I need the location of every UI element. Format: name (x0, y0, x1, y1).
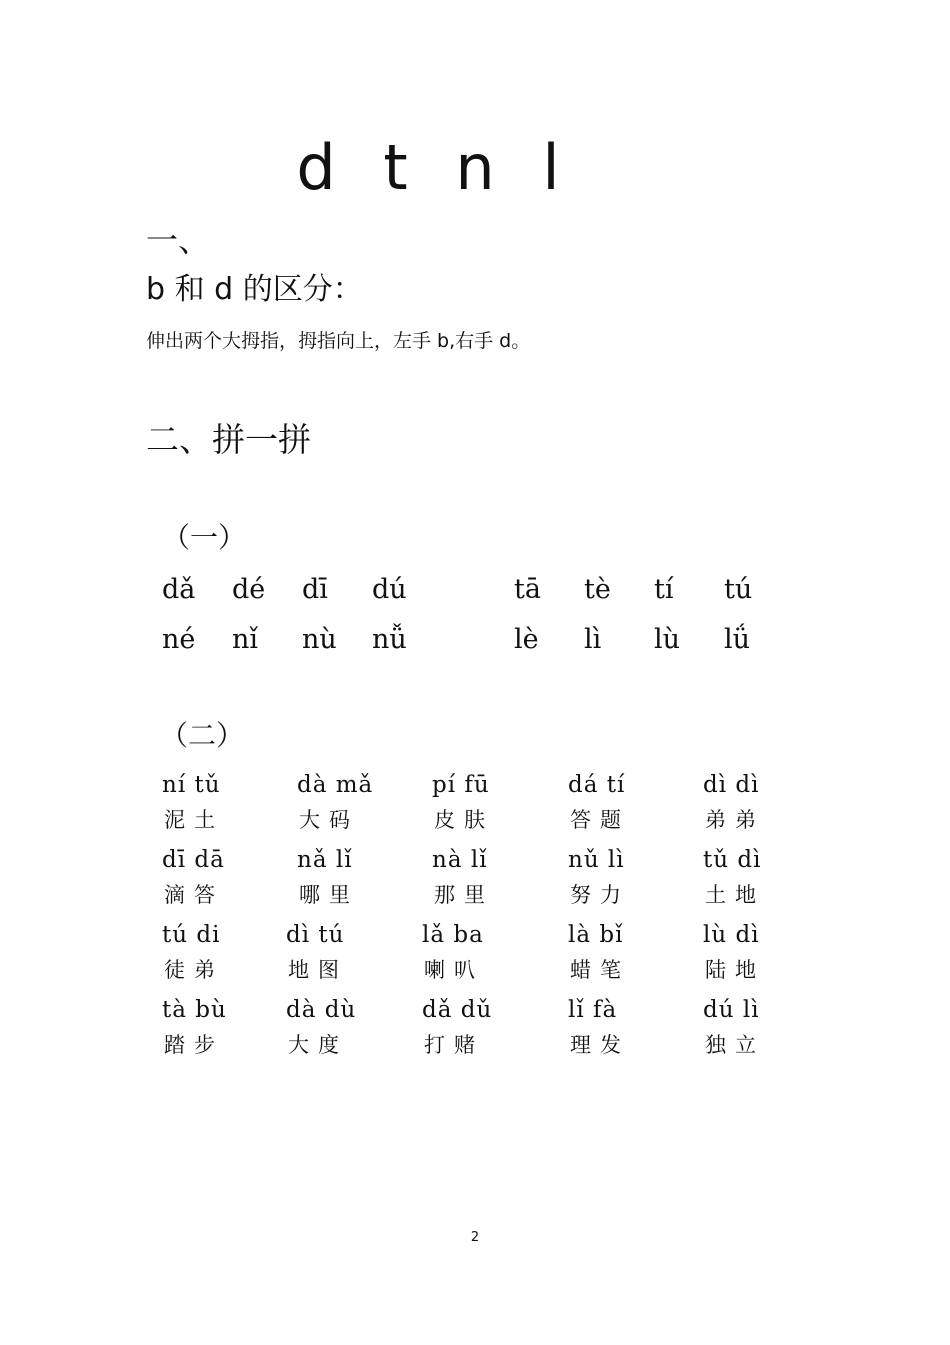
word-pinyin: dà mǎ (297, 772, 374, 798)
syllable: lǘ (724, 624, 751, 655)
section1-heading: b 和 d 的区分： (146, 272, 363, 307)
word-hanzi: 那里 (434, 883, 494, 907)
syllable: nǚ (372, 624, 407, 655)
syllable: tú (724, 574, 753, 605)
syllable: dú (372, 574, 407, 605)
word-pinyin: dì dì (703, 772, 760, 798)
word-pinyin: dà dù (286, 997, 357, 1023)
word-hanzi: 皮肤 (434, 808, 494, 832)
part1-label: （一） (162, 521, 247, 554)
word-hanzi: 哪里 (299, 883, 359, 907)
word-hanzi: 滴答 (164, 883, 224, 907)
syllable: lì (584, 624, 602, 655)
word-hanzi: 答题 (570, 808, 630, 832)
word-hanzi: 地图 (288, 958, 348, 982)
word-hanzi: 踏步 (164, 1033, 224, 1057)
syllable: dé (232, 574, 266, 605)
syllable: né (162, 624, 196, 655)
word-pinyin: pí fū (432, 772, 490, 798)
word-hanzi: 喇叭 (424, 958, 484, 982)
syllable: dǎ (162, 574, 196, 605)
word-pinyin: lǎ ba (422, 922, 484, 948)
word-pinyin: lǐ fà (568, 997, 618, 1023)
syllable: lè (514, 624, 539, 655)
page-title: d t n l (296, 131, 574, 204)
word-pinyin: dī dā (162, 847, 225, 873)
word-hanzi: 理发 (570, 1033, 630, 1057)
section2-title: 二、拼一拼 (146, 420, 311, 459)
word-hanzi: 大码 (299, 808, 359, 832)
word-pinyin: tú di (162, 922, 221, 948)
word-pinyin: ní tǔ (162, 772, 221, 798)
word-pinyin: nǎ lǐ (297, 847, 353, 873)
section1-number: 一、 (146, 221, 211, 259)
word-pinyin: dǎ dǔ (422, 997, 493, 1023)
word-pinyin: là bǐ (568, 922, 624, 948)
word-pinyin: lù dì (703, 922, 760, 948)
word-pinyin: nà lǐ (432, 847, 488, 873)
word-hanzi: 徒弟 (164, 958, 224, 982)
syllable: nǐ (232, 624, 259, 655)
syllable: nù (302, 624, 337, 655)
syllable: dī (302, 574, 328, 605)
word-hanzi: 独立 (705, 1033, 765, 1057)
word-pinyin: tà bù (162, 997, 227, 1023)
word-hanzi: 努力 (570, 883, 630, 907)
syllable: tè (584, 574, 611, 605)
word-pinyin: dì tú (286, 922, 345, 948)
word-pinyin: dú lì (703, 997, 760, 1023)
word-pinyin: tǔ dì (703, 847, 762, 873)
word-hanzi: 弟弟 (705, 808, 765, 832)
word-pinyin: nǔ lì (568, 847, 625, 873)
section1-text: 伸出两个大拇指，拇指向上，左手 b,右手 d。 (146, 330, 531, 352)
page-number: 2 (470, 1230, 480, 1245)
word-pinyin: dá tí (568, 772, 626, 798)
syllable: lù (654, 624, 681, 655)
word-hanzi: 大度 (288, 1033, 348, 1057)
word-hanzi: 蜡笔 (570, 958, 630, 982)
word-hanzi: 泥土 (164, 808, 224, 832)
syllable: tā (514, 574, 541, 605)
syllable: tí (654, 574, 674, 605)
word-hanzi: 陆地 (705, 958, 765, 982)
word-hanzi: 打赌 (424, 1033, 484, 1057)
word-hanzi: 土地 (705, 883, 765, 907)
part2-label: （二） (160, 719, 245, 752)
